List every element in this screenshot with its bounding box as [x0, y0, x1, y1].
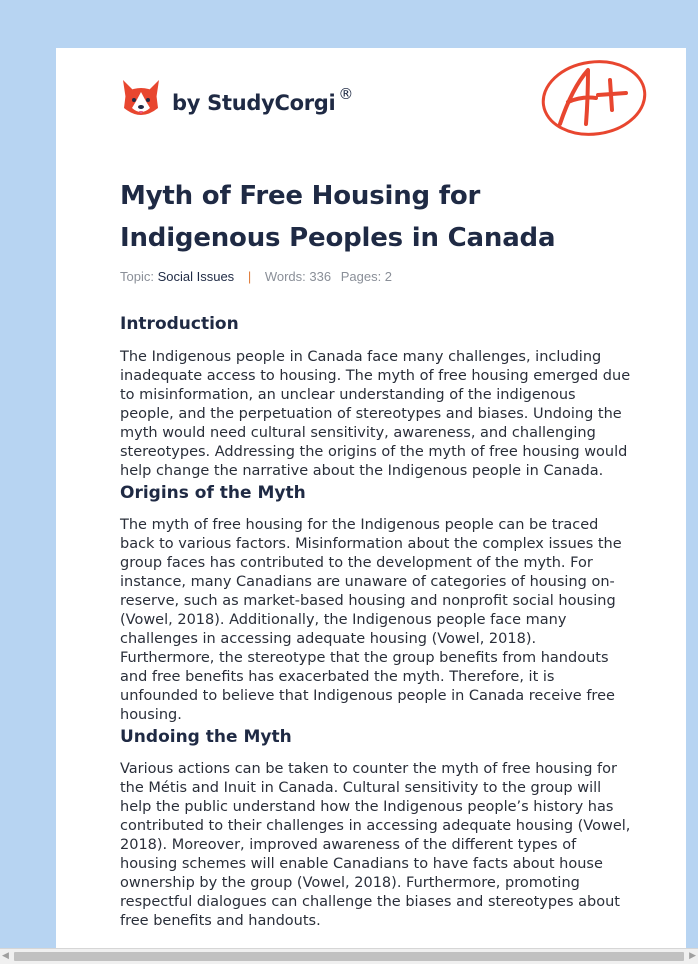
scrollbar-thumb[interactable]: [14, 952, 684, 961]
section-origins: [120, 481, 632, 725]
horizontal-scrollbar[interactable]: [0, 948, 698, 964]
corgi-logo-icon: [120, 78, 162, 122]
section-introduction: [120, 312, 632, 481]
document-page: [56, 48, 686, 964]
page-title: Myth of Free Housing for Indigenous Peoples in Canada: [120, 181, 556, 253]
section-heading: Undoing the Myth: [120, 727, 292, 747]
grade-text: A+: [594, 104, 596, 105]
page-count: Pages: 2: [340, 269, 393, 284]
scroll-left-icon[interactable]: ◀: [2, 951, 9, 961]
word-count: Words: 336: [264, 269, 332, 284]
a-plus-grade-icon: [538, 58, 648, 140]
section-paragraph: Various actions can be taken to counter the myth of free housing for the Métis and Inuit in Canada. Cultural sensitivity to the group will help the public understand how the Indigenous people’s history has contributed to their challenges in accessing adequate housing (Vowel, 2018). Moreover, improved awareness of the different types of housing schemes will enable Canadians to have facts about house ownership by the group (Vowel, 2018). Furthermore, promoting respectful dialogues can challenge the biases and stereotypes about free benefits and handouts.: [120, 761, 631, 929]
section-heading: Introduction: [120, 314, 239, 334]
topic-link[interactable]: Social Issues: [157, 269, 235, 284]
document-meta: [120, 269, 392, 284]
section-paragraph: The myth of free housing for the Indigenous people can be traced back to various factors. Misinformation about the complex issues the group faces has contributed to the development of the myth. For instance, many Canadians are unaware of categories of housing on-reserve, such as market-based housing and nonprofit social housing (Vowel, 2018). Additionally, the Indigenous people face many challenges in accessing adequate housing (Vowel, 2018). Furthermore, the stereotype that the group benefits from handouts and free benefits has exacerbated the myth. Therefore, it is unfounded to believe that Indigenous people in Canada receive free housing.: [120, 517, 622, 723]
studycorgi-brand[interactable]: [120, 76, 353, 124]
scroll-right-icon[interactable]: ▶: [689, 951, 696, 961]
section-paragraph: The Indigenous people in Canada face many challenges, including inadequate access to housing. The myth of free housing emerged due to misinformation, an unclear understanding of the indigenous people, and the perpetuation of stereotypes and biases. Undoing the myth would need cultural sensitivity, awareness, and challenging stereotypes. Addressing the origins of the myth of free housing would help change the narrative about the Indigenous people in Canada.: [120, 349, 631, 479]
document-body: [120, 312, 632, 931]
meta-separator: |: [247, 269, 252, 284]
brand-name: by StudyCorgi ®: [172, 85, 354, 115]
section-heading: Origins of the Myth: [120, 483, 306, 503]
section-undoing: [120, 725, 632, 931]
topic-label: Topic:: [120, 269, 154, 284]
